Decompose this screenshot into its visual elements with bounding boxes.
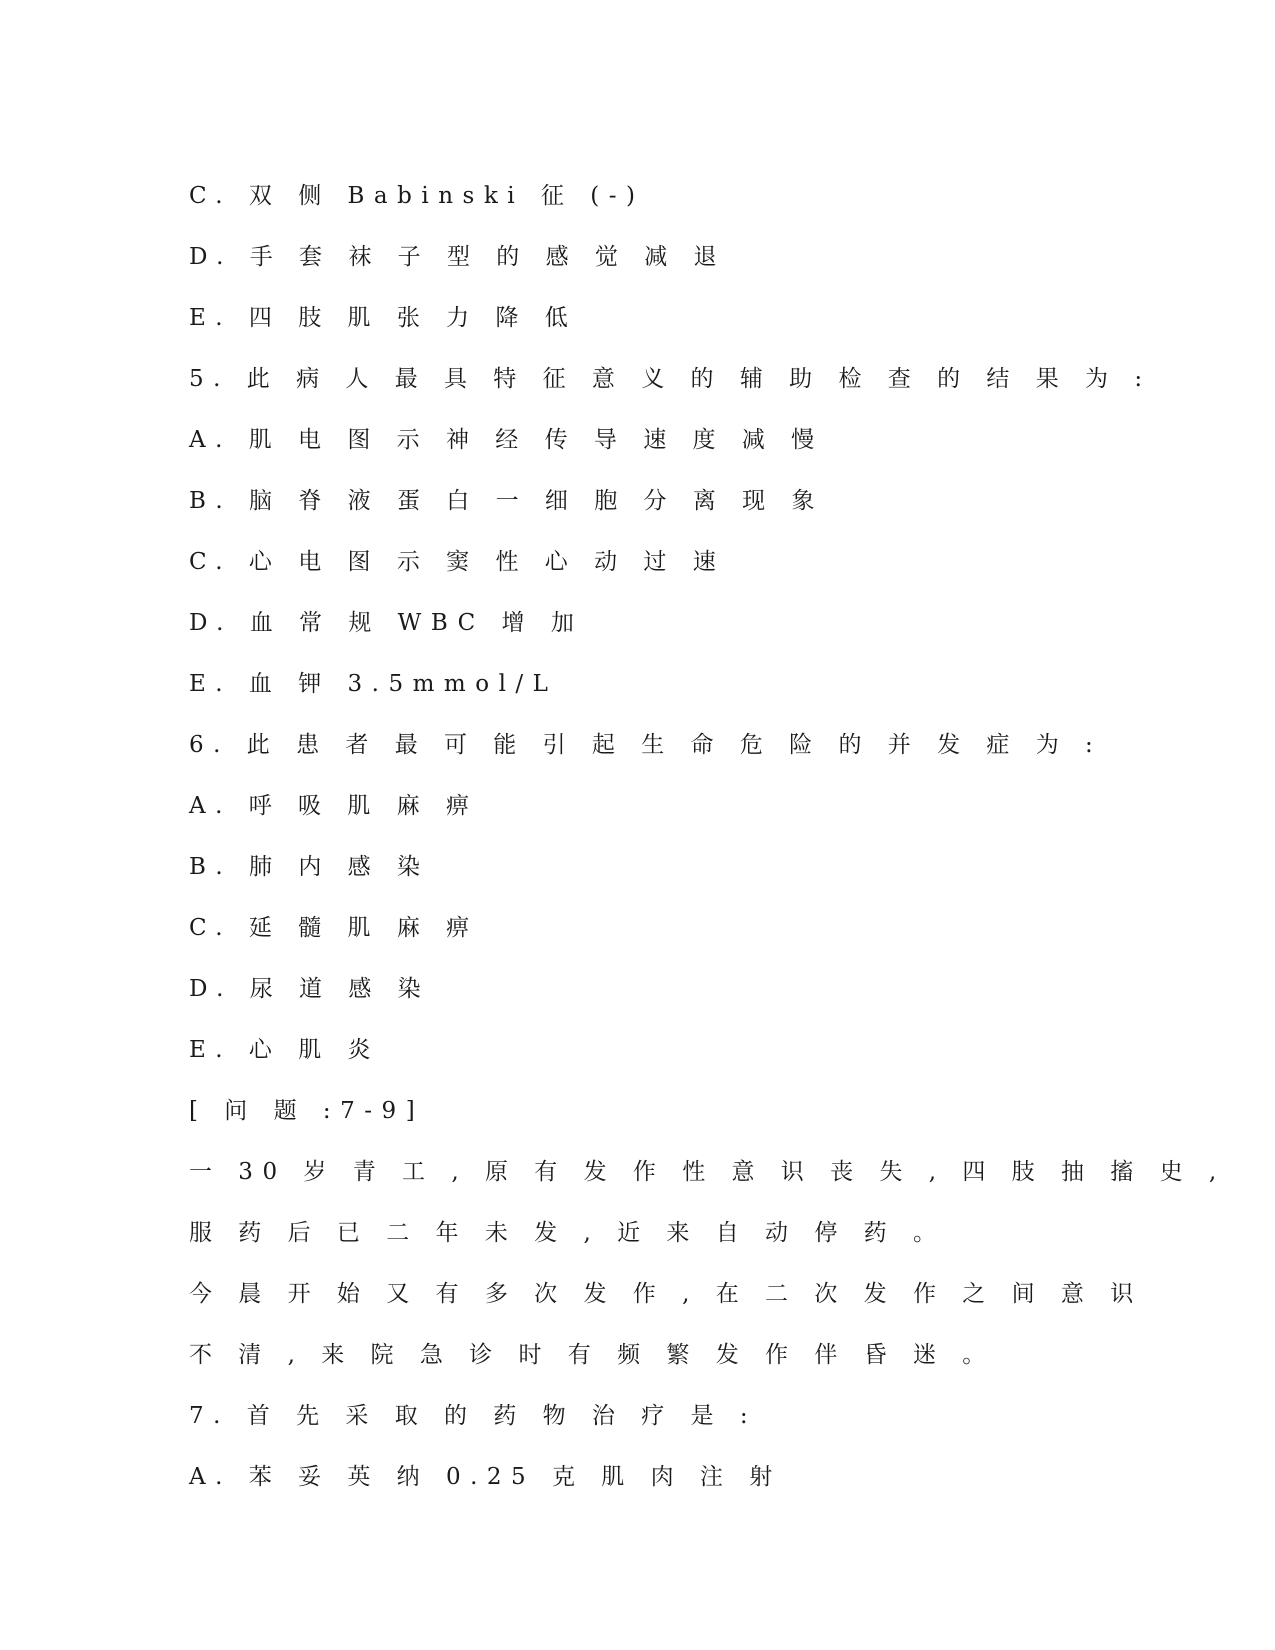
case-text-line: 一 30 岁 青 工 , 原 有 发 作 性 意 识 丧 失 , 四 肢 抽 搐 史 , [189, 1159, 1226, 1185]
question-6-line: 6. 此 患 者 最 可 能 引 起 生 命 危 险 的 并 发 症 为 : [189, 732, 1103, 758]
option-a-line: A. 呼 吸 肌 麻 痹 [189, 793, 479, 819]
option-b-line: B. 脑 脊 液 蛋 白 一 细 胞 分 离 现 象 [189, 488, 824, 514]
option-b-line: B. 肺 内 感 染 [189, 854, 430, 880]
option-a-line: A. 苯 妥 英 纳 0.25 克 肌 肉 注 射 [189, 1464, 782, 1490]
option-e-line: E. 血 钾 3.5mmol/L [189, 671, 558, 697]
option-d-line: D. 尿 道 感 染 [189, 976, 431, 1002]
option-d-line: D. 血 常 规 WBC 增 加 [189, 610, 584, 636]
question-5-line: 5. 此 病 人 最 具 特 征 意 义 的 辅 助 检 查 的 结 果 为 : [189, 366, 1152, 392]
option-d-line: D. 手 套 袜 子 型 的 感 觉 减 退 [189, 244, 727, 270]
document-body [189, 176, 1226, 1518]
question-group-heading: [ 问 题 :7-9] [189, 1098, 425, 1124]
option-c-line: C. 延 髓 肌 麻 痹 [189, 915, 479, 941]
case-text-line: 不 清 , 来 院 急 诊 时 有 频 繁 发 作 伴 昏 迷 。 [189, 1342, 995, 1368]
option-e-line: E. 四 肢 肌 张 力 降 低 [189, 305, 578, 331]
option-c-line: C. 双 侧 Babinski 征 (-) [189, 183, 645, 209]
case-text-line: 今 晨 开 始 又 有 多 次 发 作 , 在 二 次 发 作 之 间 意 识 [189, 1281, 1143, 1307]
option-a-line: A. 肌 电 图 示 神 经 传 导 速 度 减 慢 [189, 427, 824, 453]
option-e-line: E. 心 肌 炎 [189, 1037, 381, 1063]
case-text-line: 服 药 后 已 二 年 未 发 , 近 来 自 动 停 药 。 [189, 1220, 946, 1246]
question-7-line: 7. 首 先 采 取 的 药 物 治 疗 是 : [189, 1403, 758, 1429]
option-c-line: C. 心 电 图 示 窦 性 心 动 过 速 [189, 549, 726, 575]
